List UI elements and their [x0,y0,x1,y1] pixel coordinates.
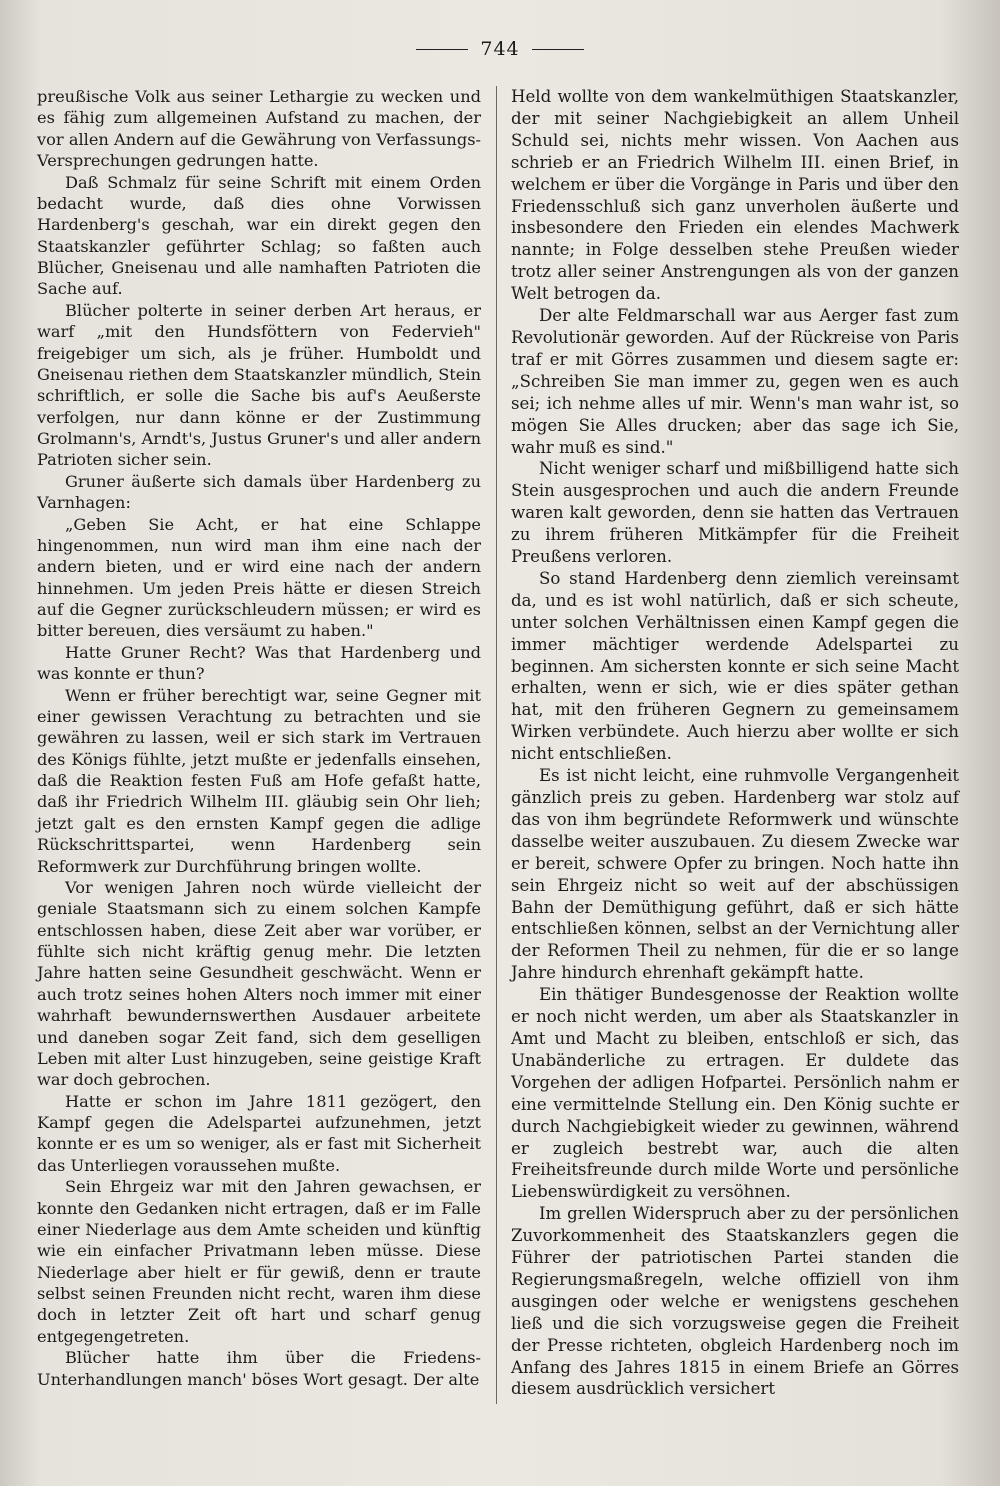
paragraph: Daß Schmalz für seine Schrift mit einem Orden bedacht wurde, daß dies ohne Vorwissen Hardenberg's geschah, war ein direkt gegen den Staatskanzler geführter Schlag; so faßten auch Blücher, Gneisenau und alle namhaften Patrioten die Sache auf. [37,172,481,299]
paragraph: Ein thätiger Bundesgenosse der Reaktion wollte er noch nicht werden, um aber als Staatskanzler in Amt und Macht zu bleiben, entschloß er sich, das Unabänderliche zu ertragen. Er duldete das Vorgehen der adligen Hofpartei. Persönlich nahm er eine vermittelnde Stellung ein. Den König suchte er durch Nachgiebigkeit wieder zu gewinnen, während er zugleich bestrebt war, auch die alten Freiheitsfreunde durch milde Worte und persönliche Liebenswürdigkeit zu versöhnen. [511,985,959,1202]
paragraph: Sein Ehrgeiz war mit den Jahren gewachsen, er konnte den Gedanken nicht ertragen, daß er im Falle einer Niederlage aus dem Amte scheiden und künftig wie ein einfacher Privatmann leben müsse. Diese Niederlage aber hielt er für gewiß, denn er traute selbst seinen Freunden nicht recht, waren ihm diese doch in letzter Zeit oft hart und scharf genug entgegengetreten. [37,1177,481,1346]
left-column [37,86,481,1390]
quote-paragraph: „Geben Sie Acht, er hat eine Schlappe hingenommen, nun wird man ihm eine nach der andern bieten, und er wird eine nach der andern hinnehmen. Um jeden Preis hätte er diesen Streich auf die Gegner zurückschleudern müssen; er wird es bitter bereuen, dies versäumt zu haben." [37,514,481,641]
paragraph: Hatte er schon im Jahre 1811 gezögert, den Kampf gegen die Adelspartei aufzunehmen, jetzt konnte er es um so weniger, als er fast mit Sicherheit das Unterliegen voraussehen mußte. [37,1091,481,1175]
paragraph: Nicht weniger scharf und mißbilligend hatte sich Stein ausgesprochen und auch die andern Freunde waren kalt geworden, denn sie hatten das Vertrauen zu ihrem früheren Mitkämpfer für die Freiheit Preußens verloren. [511,459,959,567]
page-number: 744 [480,38,520,60]
header-rule-left [416,49,468,50]
paragraph: Hatte Gruner Recht? Was that Hardenberg und was konnte er thun? [37,642,481,684]
header-rule-right [532,49,584,50]
page-header [0,38,1000,60]
paragraph: Blücher hatte ihm über die Friedens-Unterhandlungen manch' böses Wort gesagt. Der alte [37,1348,481,1389]
paragraph: Gruner äußerte sich damals über Hardenberg zu Varnhagen: [37,471,481,513]
column-divider [496,86,497,1404]
paragraph: Vor wenigen Jahren noch würde vielleicht der geniale Staatsmann sich zu einem solchen Kampfe entschlossen haben, diese Zeit aber war vorüber, er fühlte sich nicht kräftig genug mehr. Die letzten Jahre hatten seine Gesundheit geschwächt. Wenn er auch trotz seines hohen Alters noch immer mit einer wahrhaft bewundernswerthen Ausdauer arbeitete und daneben sogar Zeit fand, sich dem geselligen Leben mit alter Lust hinzugeben, seine geistige Kraft war doch gebrochen. [37,877,481,1090]
paragraph: Der alte Feldmarschall war aus Aerger fast zum Revolutionär geworden. Auf der Rückreise von Paris traf er mit Görres zusammen und diesem sagte er: „Schreiben Sie man immer zu, gegen wen es auch sei; ich nehme alles uf mir. Wenn's man wahr ist, so mögen Sie Alles drucken; aber das sage ich Sie, wahr muß es sind." [511,306,959,457]
paragraph: Es ist nicht leicht, eine ruhmvolle Vergangenheit gänzlich preis zu geben. Hardenberg war stolz auf das von ihm begründete Reformwerk und wünschte dasselbe weiter auszubauen. Zu diesem Zwecke war er bereit, schwere Opfer zu bringen. Noch hatte ihn sein Ehrgeiz nicht so weit auf der abschüssigen Bahn der Demüthigung geführt, daß er sich hätte entschließen können, selbst an der Vernichtung aller der Reformen Theil zu nehmen, für die er so lange Jahre hindurch ehrenhaft gekämpft hatte. [511,766,959,983]
paragraph: Held wollte von dem wankelmüthigen Staatskanzler, der mit seiner Nachgiebigkeit an allem Unheil Schuld sei, nichts mehr wissen. Von Aachen aus schrieb er an Friedrich Wilhelm III. einen Brief, in welchem er über die Vorgänge in Paris und über den Friedensschluß sich ganz unverholen äußerte und insbesondere den Frieden ein elendes Machwerk nannte; in Folge desselben stehe Preußen wieder trotz aller seiner Anstrengungen als von der ganzen Welt betrogen da. [511,87,959,304]
paragraph: Im grellen Widerspruch aber zu der persönlichen Zuvorkommenheit des Staatskanzlers gegen die Führer der patriotischen Partei standen die Regierungsmaßregeln, welche offiziell von ihm ausgingen oder welche er wenigstens geschehen ließ und die sich vorzugsweise gegen die Freiheit der Presse richteten, obgleich Hardenberg noch im Anfang des Jahres 1815 in einem Briefe an Görres diesem ausdrücklich versichert [511,1204,959,1399]
paragraph: preußische Volk aus seiner Lethargie zu wecken und es fähig zum allgemeinen Aufstand zu machen, der vor allen Andern auf die Gewährung von Verfassungs-Versprechungen gedrungen hatte. [37,87,481,171]
paragraph: So stand Hardenberg denn ziemlich vereinsamt da, und es ist wohl natürlich, daß er sich scheute, unter solchen Verhältnissen einen Kampf gegen die immer mächtiger werdende Adelspartei zu beginnen. Am sichersten konnte er sich seine Macht erhalten, wenn er sich, wie er dies später gethan hat, mit den früheren Gegnern zu gemeinsamem Wirken verbündete. Auch hierzu aber wollte er sich nicht entschließen. [511,568,959,764]
right-column [511,86,959,1400]
paragraph: Blücher polterte in seiner derben Art heraus, er warf „mit den Hundsföttern von Federvieh" freigebiger um sich, als je früher. Humboldt und Gneisenau riethen dem Staatskanzler mündlich, Stein schriftlich, er solle die Sache bis auf's Aeußerste verfolgen, nur dann könne er der Zustimmung Grolmann's, Arndt's, Justus Gruner's und aller andern Patrioten sicher sein. [37,300,481,470]
paragraph: Wenn er früher berechtigt war, seine Gegner mit einer gewissen Verachtung zu betrachten und sie gewähren zu lassen, weil er sich stark im Vertrauen des Königs fühlte, jetzt mußte er jedenfalls einsehen, daß die Reaktion festen Fuß am Hofe gefaßt hatte, daß ihr Friedrich Wilhelm III. gläubig sein Ohr lieh; jetzt galt es den ernsten Kampf gegen die adlige Rückschrittspartei, wenn Hardenberg sein Reformwerk zur Durchführung bringen wollte. [37,685,481,876]
